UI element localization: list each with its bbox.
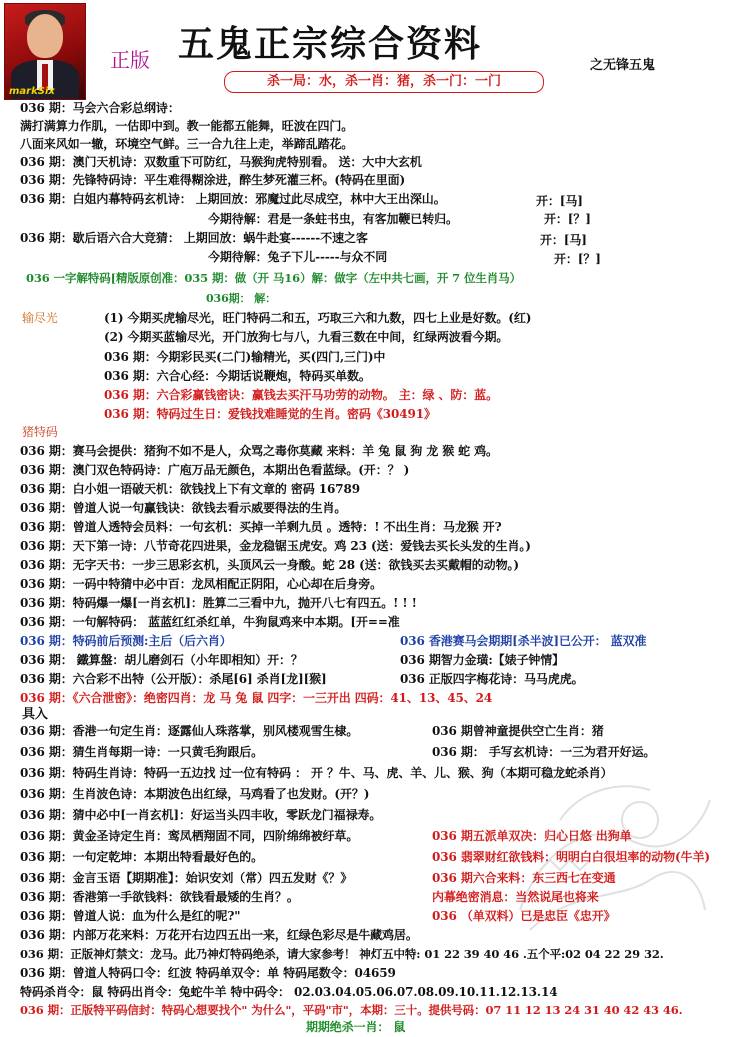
- text-line: 036 期：六合彩不出特（公开版）：杀尾[6] 杀肖[龙][猴]: [20, 672, 327, 686]
- text-line: 内幕绝密消息：当然说尾也将来: [432, 890, 599, 904]
- text-line: 036 期：澳门双色特码诗：广庖万品无颜色，本期出色看蓝绿。(开：？ ): [20, 463, 410, 477]
- text-line: 满打满算力作肌，一估即中到。教一能都五能舞，旺波在四门。: [20, 119, 354, 133]
- section-label-shujinguang: 输尽光: [22, 311, 58, 325]
- text-line: 036 期：特码前后预测:主后（后六肖）: [20, 634, 232, 648]
- section-label-juren: 具入: [22, 707, 48, 722]
- text-line: 036 期：曾道人说一句赢钱诀：欲钱去看示威要得法的生肖。: [20, 501, 347, 515]
- text-line: 036 期：六合彩赢钱密诀：赢钱去买汗马功劳的动物。 主：绿 、防：蓝。: [104, 388, 498, 402]
- text-line: 036 期：生肖波色诗：本期波色出红绿，马鸡看了也发财。(开？): [20, 787, 370, 801]
- page-subtitle: 之无锋五鬼: [590, 58, 656, 73]
- text-line: 036 期五派单双决：归心日悠 出狗单: [432, 829, 632, 843]
- text-line: 036 期：正版特平码信封：特码心想要找个" 为什么"，平码"市"，本期：三十。提供号码：07 11 12 13 24 31 40 42 43 46.: [20, 1003, 683, 1017]
- text-line: 036 期：特码爆一爆[一肖玄机]：胜算二三看中九，抛开八七有四五。! ! !: [20, 596, 417, 610]
- kill-summary-box: 杀一局：水，杀一肖：猪，杀一门：一门: [224, 71, 544, 93]
- text-line: 036 期：马会六合彩总纲诗：: [20, 101, 180, 115]
- kai-result: 开：[？]: [554, 252, 601, 266]
- text-line: 036 期：赛马会提供：猪狗不如不是人，众骂之毒你莫藏 来料：羊 兔 鼠 狗 龙 猴 蛇 鸡。: [20, 444, 498, 458]
- text-line: 036 期：一句定乾坤：本期出特看最好色的。: [20, 850, 264, 864]
- text-line: 今期待解：君是一条蛀书虫，有客加鞭已转归。: [208, 212, 458, 226]
- text-line: 036 期：特码过生日：爱钱找难睡觉的生肖。密码《30491》: [104, 407, 436, 421]
- text-line: 036 期：香港第一手欲钱料：欲钱看最矮的生肖？。: [20, 890, 299, 904]
- footer-kill-one: 期期绝杀一肖： 鼠: [306, 1020, 406, 1034]
- text-line: 036 期：猜中必中[一肖玄机]：好运当头四丰收，零跃龙门福禄寿。: [20, 808, 382, 822]
- text-line: 036 期：曾道人特码口令：红波 特码单双令：单 特码尾数令：04659: [20, 966, 396, 980]
- text-line: 036 期：天下第一诗：八节奇花四进果，金龙稳锯玉虎安。鸡 23 (送：爱钱去买长头发的生肖。): [20, 539, 531, 553]
- text-line: 036 期曾神童提供空亡生肖：猪: [432, 724, 604, 738]
- text-line: 036 期：澳门天机诗：双数重下可防红，马猴狗虎特别看。 送：大中大玄机: [20, 155, 422, 169]
- text-line: 036 期：今期彩民买(二门)输精光，买(四门,三门)中: [104, 350, 386, 364]
- text-line: 036 期：先锋特码诗：平生难得糊涂进，醉生梦死灌三杯。(特码在里面): [20, 173, 406, 187]
- text-line: 036 期：曾道人透特会员料：一句玄机：买掉一羊剩九员 。透特：! 不出生肖：马龙猴 开?: [20, 520, 502, 534]
- text-line: 今期待解：兔子下儿-----与众不同: [208, 250, 388, 264]
- text-line: 036 翡翠财红欲钱料：明明白白很坦率的动物(牛羊): [432, 850, 710, 864]
- text-line: 036 期六合来料：东三西七在变通: [432, 871, 616, 885]
- text-line: 特码杀肖令：鼠 特码出肖令：兔蛇牛羊 特中码令： 02.03.04.05.06.07.08.09.10.11.12.13.14: [20, 985, 558, 999]
- text-line: 036 期：金言玉语【期期准】：始识安刘（常）四五发财《？》: [20, 871, 353, 885]
- green-riddle-line: 036 一字解特码[精版原创准：035 期：做（开 马16）解：做字（左中共七画，开 7 位生肖马）: [26, 271, 521, 285]
- text-line: 036 期： 手写玄机诗：一三为君开好运。: [432, 745, 656, 759]
- text-line: 036 期：一句解特码： 蓝蓝红红杀红单，牛狗鼠鸡来中本期。[开==准: [20, 615, 400, 629]
- text-line: 036 （单双料）已是忠臣《忠开》: [432, 909, 616, 923]
- text-line: 036 期：无字天书：一步三思彩玄机，头顶风云一身酸。蛇 28 (送：欲钱买去买戴帽的动物。): [20, 558, 519, 572]
- kai-result: 开：[马]: [540, 233, 587, 247]
- kai-result: 开：[？]: [544, 212, 591, 226]
- text-line: 036 期：歇后语六合大竞猜： 上期回放：蜗牛赴宴------不速之客: [20, 231, 368, 245]
- kai-result: 开：[马]: [536, 194, 583, 208]
- text-line: 036 期：猜生肖每期一诗：一只黄毛狗跟后。: [20, 745, 264, 759]
- page-title: 五鬼正宗综合资料: [178, 23, 483, 65]
- text-line: 036 期：一码中特猜中必中百：龙凤相配正阴阳，心心却在后身旁。: [20, 577, 383, 591]
- text-line: 036 期：内部万花来料：万花开右边四五出一来，红绿色彩尽是牛藏鸡居。: [20, 928, 418, 942]
- text-line: 036 期：香港一句定生肖：逐露仙人珠落掌，别风楼观雪生棣。: [20, 724, 359, 738]
- portrait-photo: [4, 3, 86, 100]
- photo-tag: markSix: [9, 86, 55, 97]
- green-riddle-line-2: 036期： 解：: [206, 292, 276, 305]
- text-line: 036 期智力金璜:【婊子钟情】: [400, 653, 565, 667]
- text-line: 036 期：正版神灯禁文：龙马。此乃神灯特码绝杀，请大家参考！ 神灯五中特: 01 22 39 40 46 .五个平:02 04 22 29 32.: [20, 947, 664, 961]
- text-line: (1) 今期买虎输尽光，旺门特码二和五，巧取三六和九数，四七上业是好数。(红): [104, 311, 532, 325]
- text-line: 036 期： 鐵算盤：胡儿磨剑石（小年即相知）开：？: [20, 653, 303, 667]
- text-line: 036 正版四字梅花诗：马马虎虎。: [400, 672, 584, 686]
- section-label-zhu: 猪特码: [22, 425, 58, 439]
- text-line: 036 香港赛马会期期[杀半波]已公开： 蓝双准: [400, 634, 647, 648]
- text-line: (2) 今期买蓝输尽光，开门放狗七与八，九看三数在中间，红绿两波看今期。: [104, 330, 509, 344]
- text-line: 八面来风如一辙，环境空气鲜。三一合九往上走，举蹄乱踏花。: [20, 137, 354, 151]
- zhengban-badge: 正版: [110, 48, 150, 72]
- text-line: 036 期：曾道人说：血为什么是红的呢?": [20, 909, 241, 923]
- text-line: 036 期：白姐内幕特码玄机诗： 上期回放：邪魔过此尽成空，林中大王出深山。: [20, 192, 446, 206]
- text-line: 036 期：黄金圣诗定生肖：鸾凤栖翔固不同，四阶绵绵被纡草。: [20, 829, 359, 843]
- text-line: 036 期：白小姐一语破天机：欲钱找上下有文章的 密码 16789: [20, 482, 361, 496]
- text-line: 036 期：特码生肖诗：特码一五边找 过一位有特码 ： 开 ？牛、马、虎、羊、儿、猴、狗（本期可稳龙蛇杀肖）: [20, 766, 613, 780]
- text-line: 036 期：六合心经：今期话说鞭炮，特码买单数。: [104, 369, 371, 383]
- secret-four-line: 036 期：《六合泄密》：绝密四肖：龙 马 兔 鼠 四字：一三开出 四码：41、13、45、24: [20, 691, 493, 705]
